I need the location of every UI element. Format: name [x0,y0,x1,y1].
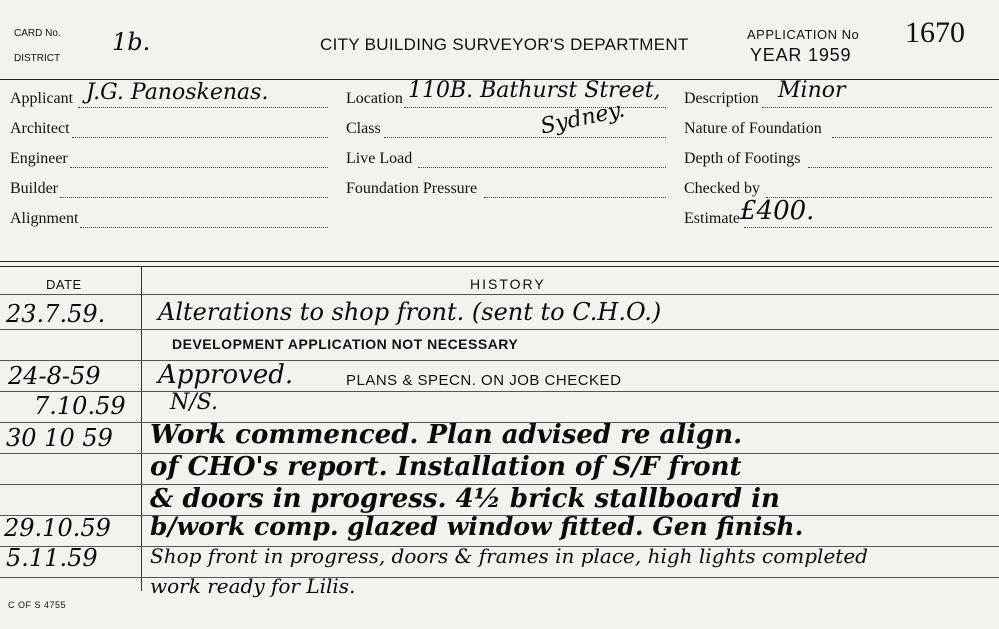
history-stamp: DEVELOPMENT APPLICATION NOT NECESSARY [172,336,519,352]
district-value: 1b. [112,28,151,56]
live-load-label: Live Load [346,150,413,167]
foundation-pressure-line [484,197,666,198]
date-header: DATE [46,277,82,292]
description-line [762,107,992,108]
history-entry: of CHO's report. Installation of S/F front [150,452,742,482]
history-date: 5.11.59 [6,544,98,572]
applicant-value: J.G. Panoskenas. [86,80,269,105]
location-value: 110B. Bathurst Street, [408,78,661,103]
history-entry: Approved. [158,360,294,390]
estimate-label: Estimate [684,210,740,227]
depth-footings-line [808,167,992,168]
history-date: 23.7.59. [6,300,106,328]
date-column-divider [141,266,142,591]
live-load-line [418,167,666,168]
nature-foundation-line [832,137,992,138]
class-label: Class [346,120,381,137]
history-top-rule [0,261,999,262]
engineer-line [70,167,328,168]
class-line [384,137,666,138]
history-entry: Work commenced. Plan advised re align. [150,420,743,450]
ruled-line [0,360,999,361]
depth-footings-label: Depth of Footings [684,150,801,167]
architect-line [72,137,328,138]
history-entry: & doors in progress. 4½ brick stallboard in [150,484,780,514]
district-label: DISTRICT [14,53,61,64]
history-entry: Alterations to shop front. (sent to C.H.O.) [158,298,662,326]
application-label: APPLICATION No [747,27,860,42]
history-top-rule-2 [0,266,999,267]
nature-foundation-label: Nature of Foundation [684,120,822,137]
applicant-line [78,107,328,108]
history-entry: b/work comp. glazed window fitted. Gen finish. [150,512,804,541]
history-header-rule [0,294,999,295]
engineer-label: Engineer [10,150,68,167]
location-line [404,107,666,108]
card-no-label: CARD No. [14,28,61,39]
applicant-label: Applicant [10,90,74,107]
alignment-label: Alignment [10,210,79,227]
application-number: 1670 [905,16,965,49]
location-label: Location [346,90,403,107]
estimate-line [744,227,992,228]
history-date: 24-8-59 [8,362,101,390]
history-entry: N/S. [170,390,218,415]
description-value: Minor [778,78,846,103]
alignment-line [80,227,328,228]
year-label: YEAR 1959 [750,45,852,65]
architect-label: Architect [10,120,70,137]
form-code: C OF S 4755 [8,600,67,610]
description-label: Description [684,90,759,107]
history-date: 7.10.59 [34,392,126,420]
foundation-pressure-label: Foundation Pressure [346,180,478,197]
history-entry: Shop front in progress, doors & frames in place, high lights completed [150,544,868,568]
builder-label: Builder [10,180,58,197]
ruled-line [0,329,999,330]
history-date: 30 10 59 [6,424,113,452]
estimate-value: £400. [740,196,815,226]
checked-by-label: Checked by [684,180,760,197]
ruled-line [0,391,999,392]
history-stamp: PLANS & SPECN. ON JOB CHECKED [346,372,622,389]
history-header: HISTORY [470,276,546,292]
builder-line [60,197,328,198]
department-title: CITY BUILDING SURVEYOR'S DEPARTMENT [320,35,689,54]
history-entry: work ready for Lilis. [150,574,356,598]
history-date: 29.10.59 [4,514,111,542]
location-value-2: Sydney. [538,97,627,140]
